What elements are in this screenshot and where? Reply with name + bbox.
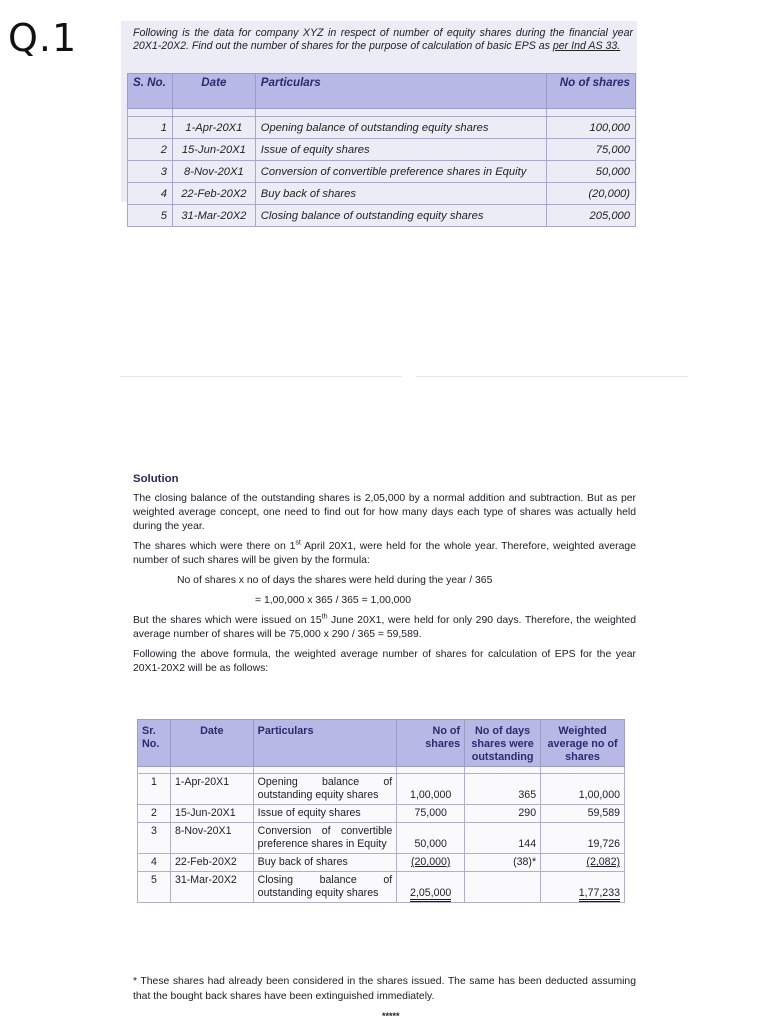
cell-particulars: Opening balance of outstanding equity shares: [253, 774, 397, 805]
weighted-value-underlined: (2,082): [586, 856, 620, 868]
cell-srno: 4: [138, 854, 171, 872]
cell-weighted: [541, 854, 625, 872]
table-row: [138, 774, 625, 805]
cell-date: 15-Jun-20X1: [170, 805, 253, 823]
table-row: [138, 854, 625, 872]
table-row: [138, 872, 625, 903]
weighted-total-double-underlined: 1,77,233: [579, 887, 620, 902]
divider-line-left: [120, 376, 402, 377]
cell-particulars: Issue of equity shares: [255, 139, 546, 161]
header-particulars: Particulars: [253, 720, 397, 767]
cell-date: 22-Feb-20X2: [172, 183, 255, 205]
formula-line-2: = 1,00,000 x 365 / 365 = 1,00,000: [255, 595, 411, 606]
table-row: [128, 205, 636, 227]
cell-srno: 2: [138, 805, 171, 823]
solution-paragraph-4: Following the above formula, the weighted average number of shares for calculation of EPS for the year 20X1-20X2 will be as follows:: [133, 649, 636, 674]
cell-weighted: 1,00,000: [541, 774, 625, 805]
cell-particulars: Conversion of convertible preference shares in Equity: [255, 161, 546, 183]
cell-particulars: Closing balance of outstanding equity shares: [253, 872, 397, 903]
table-header-row: [138, 720, 625, 767]
cell-shares: (20,000): [547, 183, 636, 205]
cell-date: 1-Apr-20X1: [172, 117, 255, 139]
cell-weighted: [541, 872, 625, 903]
cell-days: [465, 872, 541, 903]
header-particulars: Particulars: [255, 74, 546, 109]
formula-line-1: No of shares x no of days the shares were held during the year / 365: [177, 575, 493, 586]
cell-shares: 50,000: [547, 161, 636, 183]
table-row: [128, 183, 636, 205]
solution-paragraph-1: The closing balance of the outstanding shares is 2,05,000 by a normal addition and subtraction. But as per weighted average concept, one need to find out for how many days each type of shares was actually held during the year.: [133, 493, 636, 532]
cell-shares: 75,000: [397, 805, 465, 823]
para2-text-a: The shares which were there on 1: [133, 541, 296, 552]
header-srno: Sr. No.: [138, 720, 171, 767]
cell-srno: 3: [138, 823, 171, 854]
cell-particulars: Opening balance of outstanding equity shares: [255, 117, 546, 139]
cell-weighted: 19,726: [541, 823, 625, 854]
cell-date: 31-Mar-20X2: [172, 205, 255, 227]
cell-shares: 100,000: [547, 117, 636, 139]
cell-days: 290: [465, 805, 541, 823]
header-date: Date: [170, 720, 253, 767]
cell-particulars: Buy back of shares: [255, 183, 546, 205]
header-shares: No of shares: [397, 720, 465, 767]
cell-particulars: Closing balance of outstanding equity shares: [255, 205, 546, 227]
para2-text-b: April 20X1, were held for the whole year. Therefore, weighted average number of such shares will be given by the formula:: [133, 541, 636, 566]
table-row: [138, 805, 625, 823]
solution-heading: Solution: [133, 473, 179, 485]
table-row: [128, 117, 636, 139]
cell-weighted: 59,589: [541, 805, 625, 823]
divider-line-right: [416, 376, 688, 377]
footnote: * These shares had already been considered in the shares issued. The same has been deducted assuming that the bought back shares have been extinguished immediately.: [133, 976, 636, 1002]
spacer-row: [138, 767, 625, 774]
cell-shares: 205,000: [547, 205, 636, 227]
cell-date: 8-Nov-20X1: [172, 161, 255, 183]
shares-total-double-underlined: 2,05,000: [410, 887, 451, 902]
cell-shares: 1,00,000: [397, 774, 465, 805]
cell-days: (38)*: [465, 854, 541, 872]
cell-particulars: Conversion of convertible preference shares in Equity: [253, 823, 397, 854]
header-sno: S. No.: [128, 74, 173, 109]
cell-date: 22-Feb-20X2: [170, 854, 253, 872]
header-shares: No of shares: [547, 74, 636, 109]
table-row: [138, 823, 625, 854]
solution-section: [133, 472, 636, 682]
cell-date: 31-Mar-20X2: [170, 872, 253, 903]
cell-shares: 50,000: [397, 823, 465, 854]
cell-srno: 5: [138, 872, 171, 903]
weighted-average-table: [137, 719, 625, 903]
shares-data-table: [127, 73, 636, 227]
table-row: [128, 161, 636, 183]
para2-superscript: st: [295, 539, 301, 547]
cell-date: 1-Apr-20X1: [170, 774, 253, 805]
shares-value-underlined: (20,000): [410, 856, 451, 868]
table-header-row: [128, 74, 636, 109]
cell-days: 144: [465, 823, 541, 854]
para3-text-a: But the shares which were issued on 15: [133, 615, 322, 626]
cell-days: 365: [465, 774, 541, 805]
question-text: [121, 24, 633, 52]
cell-shares: [397, 854, 465, 872]
header-days: No of days shares were outstanding: [465, 720, 541, 767]
cell-particulars: Buy back of shares: [253, 854, 397, 872]
para3-superscript: th: [321, 613, 328, 621]
cell-sno: 3: [128, 161, 173, 183]
spacer-row: [128, 109, 636, 117]
table-row: [128, 139, 636, 161]
solution-paragraph-2: [133, 540, 636, 568]
question-text-main: Following is the data for company XYZ in respect of number of equity shares during the financial year 20X1-20X2. Find out the number of shares for the purpose of calculation of basic EPS as: [133, 27, 633, 52]
cell-shares: [397, 872, 465, 903]
header-weighted: Weighted average no of shares: [541, 720, 625, 767]
cell-sno: 4: [128, 183, 173, 205]
cell-sno: 1: [128, 117, 173, 139]
cell-sno: 5: [128, 205, 173, 227]
cell-sno: 2: [128, 139, 173, 161]
cell-date: 8-Nov-20X1: [170, 823, 253, 854]
cell-srno: 1: [138, 774, 171, 805]
solution-paragraph-3: [133, 614, 636, 642]
cell-particulars: Issue of equity shares: [253, 805, 397, 823]
cell-date: 15-Jun-20X1: [172, 139, 255, 161]
question-number-label: Q.1: [8, 16, 78, 60]
question-text-underlined: per Ind AS 33.: [552, 39, 621, 52]
end-mark: *****: [382, 1011, 400, 1021]
header-date: Date: [172, 74, 255, 109]
para3-text-b: June 20X1, were held for only 290 days. Therefore, the weighted average number of shares will be 75,000 x 290 / 365 = 59,589.: [133, 615, 636, 640]
cell-shares: 75,000: [547, 139, 636, 161]
